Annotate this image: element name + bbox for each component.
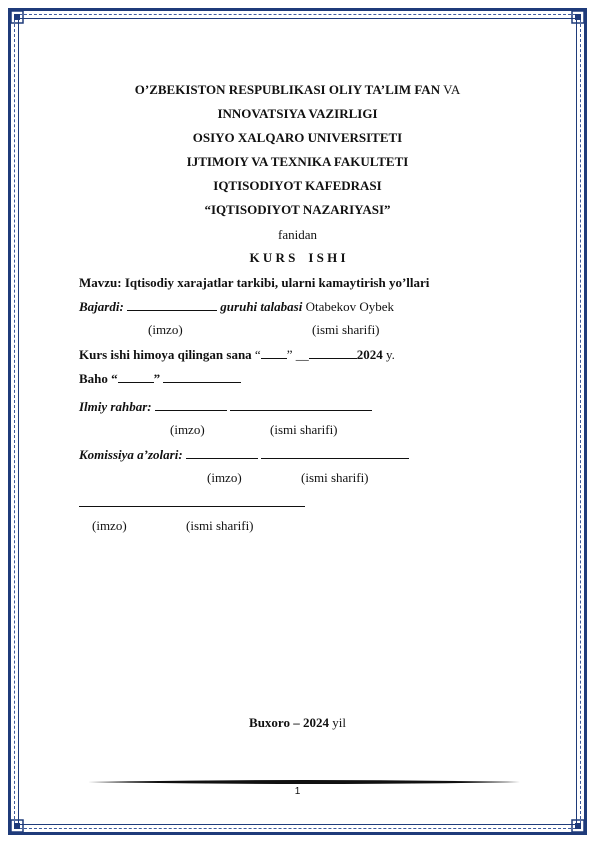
- defense-year: 2024: [356, 347, 383, 362]
- supervisor-line: [79, 398, 372, 415]
- year-suffix: y.: [382, 347, 395, 362]
- month-blank: [309, 346, 357, 359]
- committee2-signature-blank: [79, 494, 151, 507]
- name-caption: (ismi sharifi): [301, 470, 369, 485]
- grade-line: [79, 370, 241, 387]
- corner-ornament-icon: [10, 10, 24, 24]
- ministry-line-2: INNOVATSIYA VAZIRLIGI: [217, 106, 378, 121]
- group-text: guruhi talabasi: [217, 299, 303, 314]
- footer-yil: yil: [328, 715, 346, 730]
- topic-line: [79, 275, 429, 291]
- committee-signature-blank: [186, 446, 258, 459]
- subject-name: “IQTISODIYOT NAZARIYASI”: [204, 202, 391, 217]
- ministry-line-1: [0, 82, 595, 98]
- day-blank: [261, 346, 287, 359]
- defense-date-line: [79, 346, 395, 363]
- city-year-line: [0, 715, 595, 731]
- name-caption: (ismi sharifi): [312, 322, 380, 337]
- grade-quote-close: ”: [153, 371, 161, 386]
- corner-ornament-icon: [10, 819, 24, 833]
- name-caption: (ismi sharifi): [270, 422, 338, 437]
- performer-label: Bajardi:: [79, 299, 124, 314]
- document-title: K U R S I S H I: [249, 250, 346, 265]
- page-number: 1: [294, 786, 301, 797]
- city: Buxoro –: [249, 715, 303, 730]
- faculty-name: IJTIMOIY VA TEXNIKA FAKULTETI: [186, 154, 409, 169]
- fanidan-label: fanidan: [278, 227, 317, 242]
- ministry-name-tail: VA: [440, 82, 461, 97]
- grade-blank: [118, 370, 154, 383]
- grade-words-blank: [163, 370, 241, 383]
- signature-caption: (imzo): [207, 470, 242, 485]
- quote-open: “: [251, 347, 261, 362]
- group-blank: [127, 298, 217, 311]
- signature-caption: (imzo): [92, 518, 127, 533]
- department-name: IQTISODIYOT KAFEDRASI: [213, 178, 382, 193]
- student-name: Otabekov Oybek: [302, 299, 395, 314]
- corner-ornament-icon: [571, 10, 585, 24]
- quote-close: ” __: [286, 347, 309, 362]
- signature-caption: (imzo): [148, 322, 183, 337]
- supervisor-label: Ilmiy rahbar:: [79, 399, 152, 414]
- ministry-name: O’ZBEKISTON RESPUBLIKASI OLIY TA’LIM FAN: [134, 82, 441, 97]
- supervisor-name-blank: [230, 398, 372, 411]
- topic-value: Iqtisodiy xarajatlar tarkibi, ularni kamaytirish yo’llari: [121, 275, 430, 290]
- corner-ornament-icon: [571, 819, 585, 833]
- committee2-name-blank: [151, 494, 305, 507]
- supervisor-signature-blank: [155, 398, 227, 411]
- university-name: OSIYO XALQARO UNIVERSITETI: [192, 130, 403, 145]
- grade-label: Baho “: [79, 371, 118, 386]
- signature-caption: (imzo): [170, 422, 205, 437]
- committee-name-blank: [261, 446, 409, 459]
- committee-label: Komissiya a’zolari:: [79, 447, 183, 462]
- performer-line: [79, 298, 394, 315]
- committee-line-2: [79, 494, 305, 511]
- committee-line: [79, 446, 409, 463]
- footer-divider: [88, 779, 520, 785]
- defense-date-label: Kurs ishi himoya qilingan sana: [79, 347, 252, 362]
- topic-label: Mavzu:: [79, 275, 122, 290]
- name-caption: (ismi sharifi): [186, 518, 254, 533]
- footer-year: 2024: [302, 715, 329, 730]
